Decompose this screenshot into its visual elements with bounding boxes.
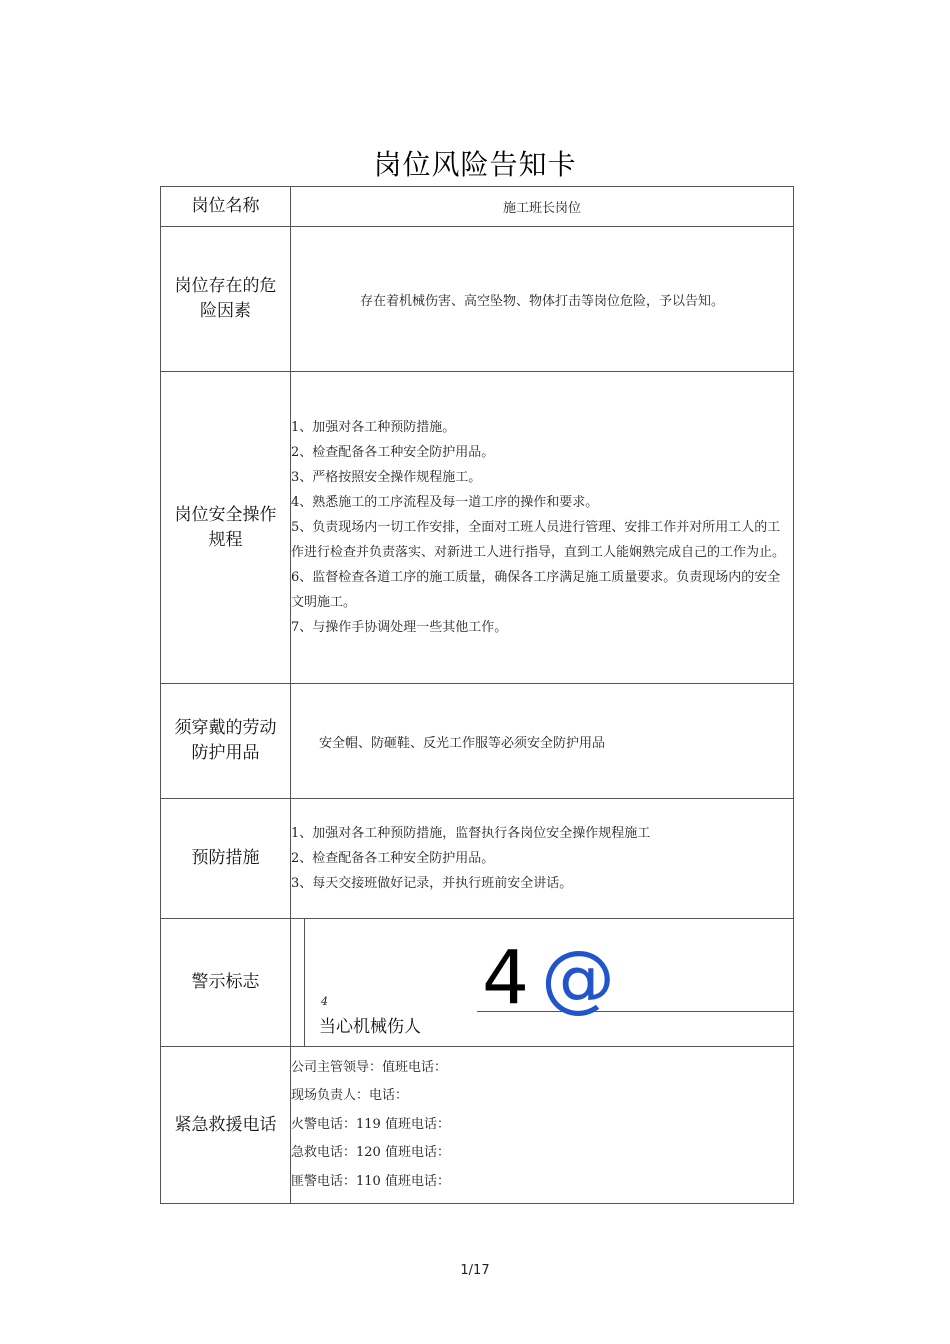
procedures-list	[291, 372, 794, 684]
label-emergency: 紧急救援电话	[161, 1047, 291, 1204]
list-item: 1、加强对各工种预防措施。	[291, 420, 456, 435]
warning-at-glyph: @	[541, 935, 615, 1021]
page-number: 1/17	[460, 1263, 490, 1278]
warning-sign	[291, 919, 793, 1046]
risk-notice-table	[160, 186, 794, 1204]
post-name-value: 施工班长岗位	[291, 187, 794, 227]
row-post-name	[161, 187, 794, 227]
divider	[304, 919, 305, 1046]
list-item: 火警电话：119 值班电话：	[291, 1116, 450, 1132]
warning-sign-text: 当心机械伤人	[319, 1017, 421, 1037]
label-post-name: 岗位名称	[161, 187, 291, 227]
list-item: 4、熟悉施工的工序流程及每一道工序的操作和要求。	[291, 495, 599, 510]
warning-sign-glyph: 4	[482, 935, 530, 1021]
label-prevention: 预防措施	[161, 799, 291, 919]
list-item: 2、检查配备各工种安全防护用品。	[291, 445, 495, 460]
prevention-list	[291, 799, 794, 919]
emergency-list	[291, 1047, 794, 1204]
label-warning: 警示标志	[161, 919, 291, 1047]
list-item: 匪警电话：110 值班电话：	[291, 1173, 450, 1189]
list-item: 急救电话：120 值班电话：	[291, 1145, 450, 1161]
list-item: 6、监督检查各道工序的施工质量，确保各工序满足施工质量要求。负责现场内的安全文明施工。	[291, 570, 781, 610]
row-emergency	[161, 1047, 794, 1204]
row-prevention	[161, 799, 794, 919]
ppe-value: 安全帽、防砸鞋、反光工作服等必须安全防护用品	[291, 684, 794, 799]
list-item: 2、检查配备各工种安全防护用品。	[291, 851, 495, 866]
row-ppe	[161, 684, 794, 799]
divider	[477, 1011, 793, 1012]
label-hazards: 岗位存在的危险因素	[161, 227, 291, 372]
list-item: 7、与操作手协调处理一些其他工作。	[291, 620, 508, 635]
list-item: 1、加强对各工种预防措施，监督执行各岗位安全操作规程施工	[291, 826, 651, 841]
list-item: 5、负责现场内一切工作安排，全面对工班人员进行管理、安排工作并对所用工人的工作进行检查并负责落实、对新进工人进行指导，直到工人能娴熟完成自己的工作为止。	[291, 520, 786, 560]
page-title: 岗位风险告知卡	[373, 148, 577, 181]
list-item: 现场负责人：电话：	[291, 1088, 409, 1104]
row-hazards	[161, 227, 794, 372]
hazards-value: 存在着机械伤害、高空坠物、物体打击等岗位危险，予以告知。	[291, 227, 794, 372]
label-procedures: 岗位安全操作规程	[161, 372, 291, 684]
list-item: 公司主管领导：值班电话：	[291, 1059, 448, 1075]
row-warning	[161, 919, 794, 1047]
warning-small-glyph: 4	[321, 995, 328, 1008]
warning-sign-cell	[291, 919, 794, 1047]
list-item: 3、每天交接班做好记录，并执行班前安全讲话。	[291, 876, 573, 891]
list-item: 3、严格按照安全操作规程施工。	[291, 470, 482, 485]
row-procedures	[161, 372, 794, 684]
label-ppe: 须穿戴的劳动防护用品	[161, 684, 291, 799]
